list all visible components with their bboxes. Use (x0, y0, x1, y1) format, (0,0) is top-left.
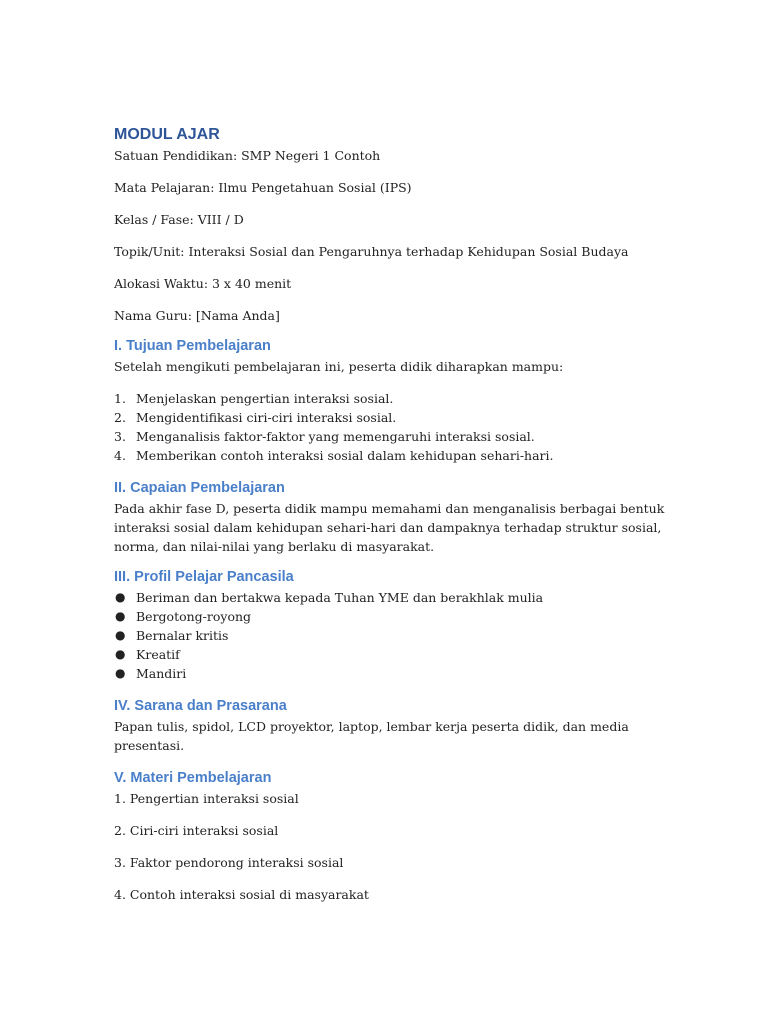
materi-item: 4. Contoh interaksi sosial di masyarakat (114, 887, 369, 902)
capaian-line: interaksi sosial dalam kehidupan sehari-hari dan dampaknya terhadap struktur sosial, (114, 520, 662, 535)
list-item-text: Menganalisis faktor-faktor yang memengaruhi interaksi sosial. (136, 429, 535, 444)
list-item-text: Bernalar kritis (136, 628, 229, 643)
document-title: MODUL AJAR (114, 126, 220, 143)
meta-mata-pelajaran: Mata Pelajaran: Ilmu Pengetahuan Sosial (IPS) (114, 180, 412, 195)
meta-alokasi-waktu: Alokasi Waktu: 3 x 40 menit (114, 276, 292, 291)
list-item (114, 645, 674, 664)
bullet-icon: ● (115, 647, 126, 661)
list-item (114, 588, 674, 607)
list-item (114, 408, 674, 427)
bullet-icon: ● (115, 666, 126, 680)
materi-item: 2. Ciri-ciri interaksi sosial (114, 823, 279, 838)
list-item (114, 446, 674, 465)
meta-nama-guru: Nama Guru: [Nama Anda] (114, 308, 280, 323)
bullet-icon: ● (115, 590, 126, 604)
materi-item: 1. Pengertian interaksi sosial (114, 791, 299, 806)
list-number: 3. (114, 429, 126, 444)
list-item-text: Bergotong-royong (136, 609, 252, 624)
meta-satuan-pendidikan: Satuan Pendidikan: SMP Negeri 1 Contoh (114, 148, 381, 163)
section-heading-materi: V. Materi Pembelajaran (114, 770, 272, 786)
list-item-text: Menjelaskan pengertian interaksi sosial. (136, 391, 394, 406)
list-item (114, 664, 674, 683)
section-heading-tujuan: I. Tujuan Pembelajaran (114, 338, 271, 354)
section-heading-capaian: II. Capaian Pembelajaran (114, 480, 285, 496)
list-item-text: Memberikan contoh interaksi sosial dalam kehidupan sehari-hari. (136, 448, 554, 463)
section-heading-sarana: IV. Sarana dan Prasarana (114, 698, 287, 714)
meta-kelas-fase: Kelas / Fase: VIII / D (114, 212, 244, 227)
list-item (114, 389, 674, 408)
list-item (114, 427, 674, 446)
bullet-icon: ● (115, 609, 126, 623)
section-heading-profil: III. Profil Pelajar Pancasila (114, 569, 294, 585)
list-item (114, 626, 674, 645)
list-number: 4. (114, 448, 126, 463)
list-number: 1. (114, 391, 126, 406)
bullet-icon: ● (115, 628, 126, 642)
list-item-text: Mengidentifikasi ciri-ciri interaksi sosial. (136, 410, 397, 425)
sarana-text: Papan tulis, spidol, LCD proyektor, laptop, lembar kerja peserta didik, dan media presentasi. (114, 719, 629, 753)
tujuan-list (114, 389, 674, 465)
list-item (114, 607, 674, 626)
materi-item: 3. Faktor pendorong interaksi sosial (114, 855, 344, 870)
capaian-line: norma, dan nilai-nilai yang berlaku di masyarakat. (114, 539, 435, 554)
capaian-line: Pada akhir fase D, peserta didik mampu memahami dan menganalisis berbagai bentuk (114, 501, 665, 516)
profil-list (114, 588, 674, 683)
list-item-text: Beriman dan bertakwa kepada Tuhan YME dan berakhlak mulia (136, 590, 544, 605)
document-page (114, 124, 674, 917)
list-item-text: Mandiri (136, 666, 187, 681)
list-number: 2. (114, 410, 126, 425)
tujuan-intro: Setelah mengikuti pembelajaran ini, peserta didik diharapkan mampu: (114, 359, 564, 374)
meta-topik-unit: Topik/Unit: Interaksi Sosial dan Pengaruhnya terhadap Kehidupan Sosial Budaya (114, 244, 629, 259)
list-item-text: Kreatif (136, 647, 180, 662)
